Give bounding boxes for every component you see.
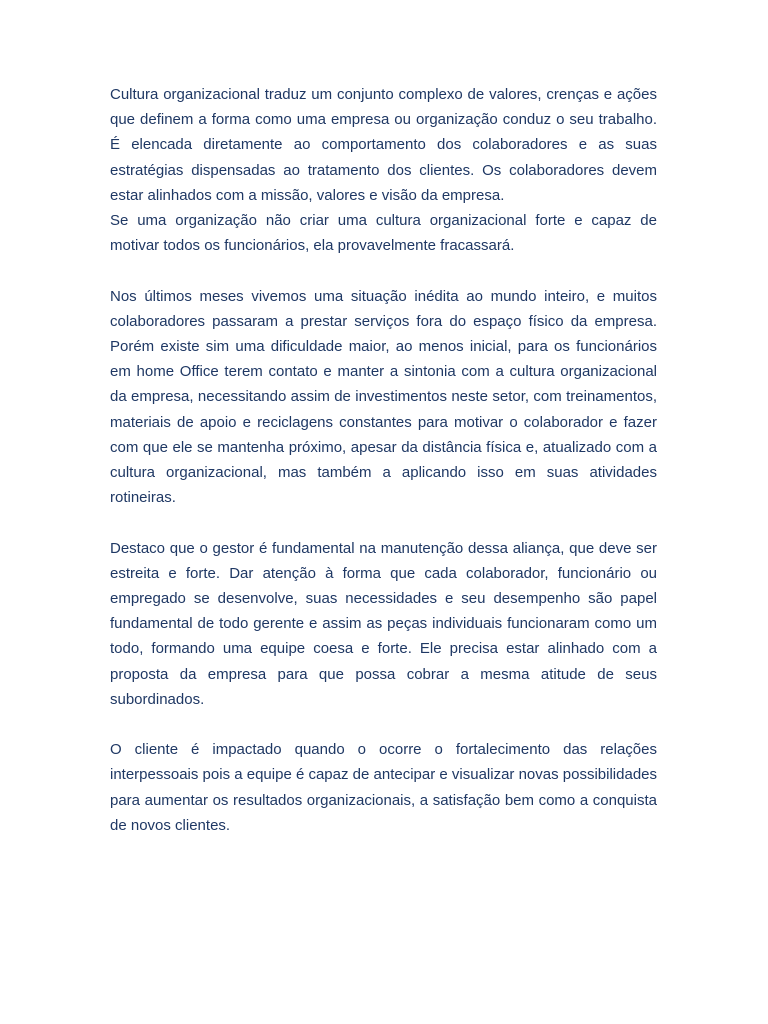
paragraph-4: Destaco que o gestor é fundamental na manutenção dessa aliança, que deve ser estreita e forte. Dar atenção à forma que cada colaborador, funcionário ou empregado se desenvolve, suas necessidades e seu desempenho são papel fundamental de todo gerente e assim as peças individuais funcionaram como um todo, formando uma equipe coesa e forte. Ele precisa estar alinhado com a proposta da empresa para que possa cobrar a mesma atitude de seus subordinados.: [110, 539, 657, 708]
paragraph-2: Se uma organização não criar uma cultura organizacional forte e capaz de motivar todos os funcionários, ela provavelmente fracassará.: [110, 212, 657, 255]
paragraph-1: Cultura organizacional traduz um conjunto complexo de valores, crenças e ações que definem a forma como uma empresa ou organização conduz o seu trabalho. É elencada diretamente ao comportamento dos colaboradores e as suas estratégias dispensadas ao tratamento dos clientes. Os colaboradores devem estar alinhados com a missão, valores e visão da empresa.: [110, 86, 657, 204]
paragraph-3: Nos últimos meses vivemos uma situação inédita ao mundo inteiro, e muitos colaboradores passaram a prestar serviços fora do espaço físico da empresa. Porém existe sim uma dificuldade maior, ao menos inicial, para os funcionários em home Office terem contato e manter a sintonia com a cultura organizacional da empresa, necessitando assim de investimentos neste setor, com treinamentos, materiais de apoio e reciclagens constantes para motivar o colaborador e fazer com que ele se mantenha próximo, apesar da distância física e, atualizado com a cultura organizacional, mas também a aplicando isso em suas atividades rotineiras.: [110, 287, 657, 507]
paragraph-5: O cliente é impactado quando o ocorre o fortalecimento das relações interpessoais pois a equipe é capaz de antecipar e visualizar novas possibilidades para aumentar os resultados organizacionais, a satisfação bem como a conquista de novos clientes.: [110, 741, 658, 834]
paragraph-spacer: [110, 510, 657, 535]
document-body: [110, 82, 657, 838]
paragraph-spacer: [110, 258, 657, 283]
paragraph-spacer: [110, 712, 657, 737]
